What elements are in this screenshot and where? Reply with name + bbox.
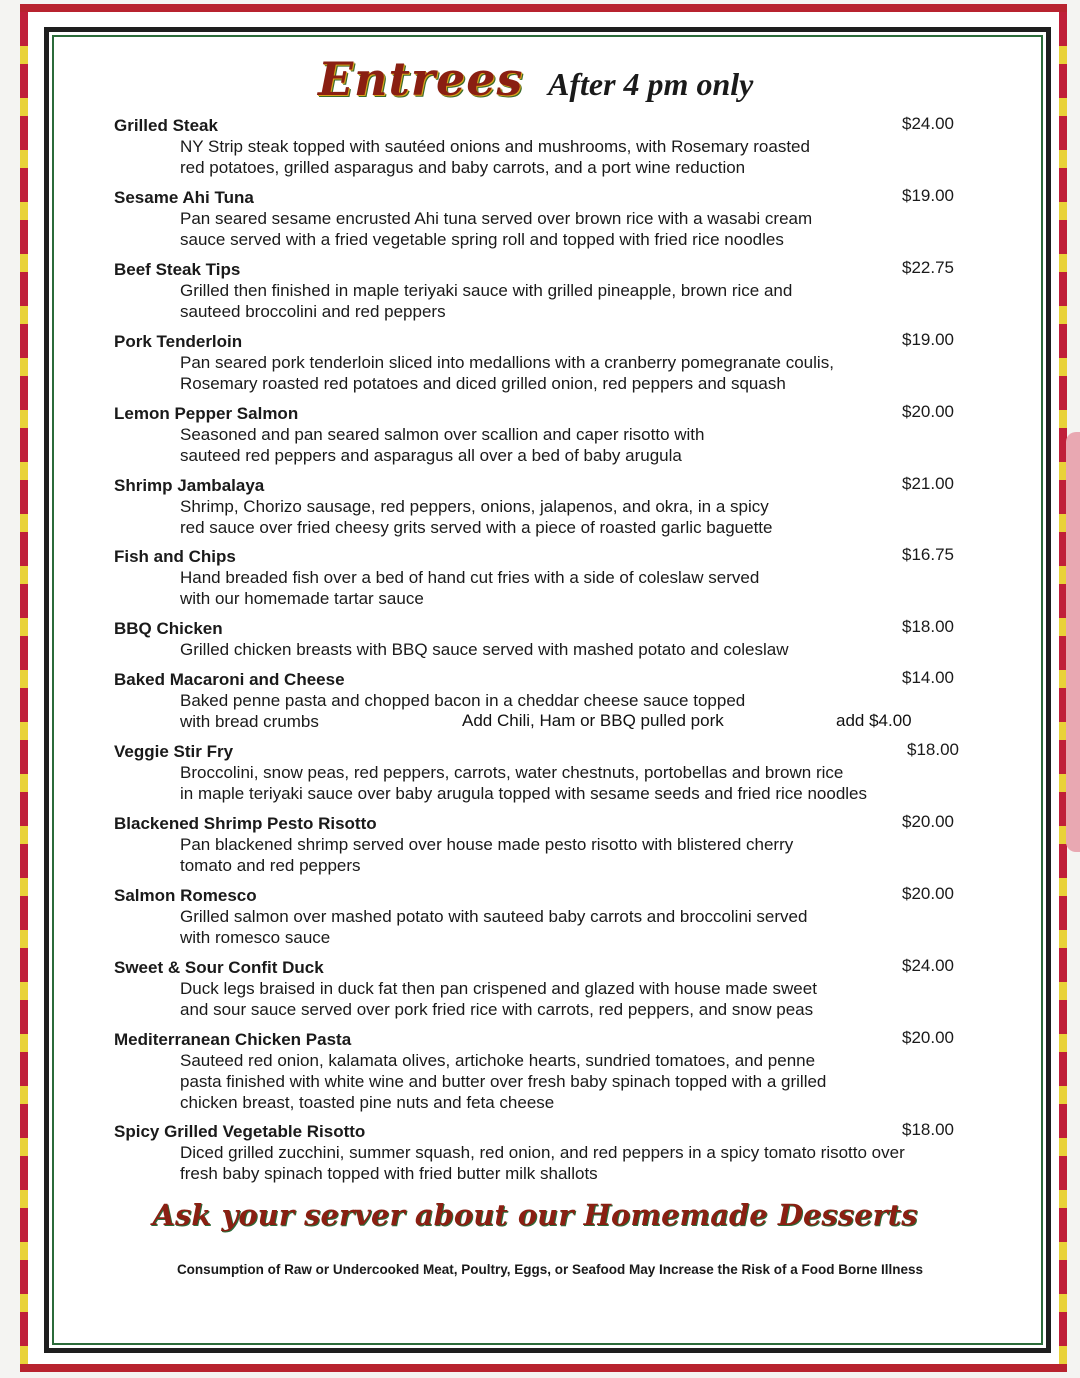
item-price: $18.00 (907, 740, 959, 759)
item-price: $14.00 (902, 668, 954, 687)
description-line: Baked penne pasta and chopped bacon in a cheddar cheese sauce topped (180, 691, 746, 710)
description-line: with romesco sauce (180, 928, 331, 947)
item-description (180, 978, 960, 1020)
description-line: red sauce over fried cheesy grits served with a piece of roasted garlic baguette (180, 518, 773, 537)
menu-header (0, 52, 1080, 112)
description-line: sauteed broccolini and red peppers (180, 302, 446, 321)
item-price: $21.00 (902, 474, 954, 493)
item-name: Mediterranean Chicken Pasta (114, 1030, 352, 1049)
item-price: $20.00 (902, 402, 954, 421)
description-line: fresh baby spinach topped with fried butter milk shallots (180, 1164, 598, 1183)
item-description (180, 1142, 960, 1184)
menu-title: Entrees (318, 52, 524, 106)
menu-subtitle: After 4 pm only (548, 66, 754, 102)
item-name: BBQ Chicken (114, 619, 223, 638)
item-addon: Add Chili, Ham or BBQ pulled pork (462, 711, 724, 730)
item-price: $19.00 (902, 186, 954, 205)
description-line: Shrimp, Chorizo sausage, red peppers, onions, jalapenos, and okra, in a spicy (180, 497, 769, 516)
description-line: tomato and red peppers (180, 856, 361, 875)
item-name: Sweet & Sour Confit Duck (114, 958, 324, 977)
description-line: Pan blackened shrimp served over house made pesto risotto with blistered cherry (180, 835, 794, 854)
description-line: sauce served with a fried vegetable spring roll and topped with fried rice noodles (180, 230, 784, 249)
item-name: Lemon Pepper Salmon (114, 404, 299, 423)
item-description (180, 424, 960, 466)
description-line: Broccolini, snow peas, red peppers, carrots, water chestnuts, portobellas and brown rice (180, 763, 844, 782)
item-description (180, 906, 960, 948)
item-name: Veggie Stir Fry (114, 742, 234, 761)
item-description (180, 639, 960, 660)
description-line: Pan seared sesame encrusted Ahi tuna served over brown rice with a wasabi cream (180, 209, 813, 228)
description-line: Grilled chicken breasts with BBQ sauce served with mashed potato and coleslaw (180, 640, 789, 659)
item-name: Shrimp Jambalaya (114, 476, 265, 495)
item-name: Blackened Shrimp Pesto Risotto (114, 814, 377, 833)
item-name: Beef Steak Tips (114, 260, 241, 279)
desserts-note: Ask your server about our Homemade Desserts (152, 1198, 918, 1232)
description-line: Grilled then finished in maple teriyaki sauce with grilled pineapple, brown rice and (180, 281, 793, 300)
item-price: $22.75 (902, 258, 954, 277)
item-price: $18.00 (902, 617, 954, 636)
description-line: Hand breaded fish over a bed of hand cut fries with a side of coleslaw served (180, 568, 760, 587)
description-line: Diced grilled zucchini, summer squash, red onion, and red peppers in a spicy tomato risotto over (180, 1143, 905, 1162)
item-price: $20.00 (902, 1028, 954, 1047)
description-line: sauteed red peppers and asparagus all over a bed of baby arugula (180, 446, 682, 465)
description-line: Rosemary roasted red potatoes and diced grilled onion, red peppers and squash (180, 374, 786, 393)
item-description (180, 136, 960, 178)
description-line: Grilled salmon over mashed potato with sauteed baby carrots and broccolini served (180, 907, 808, 926)
item-description (180, 1050, 960, 1113)
item-name: Spicy Grilled Vegetable Risotto (114, 1122, 366, 1141)
item-description (180, 280, 960, 322)
item-description (180, 762, 960, 804)
description-line: with bread crumbs (180, 712, 319, 731)
description-line: Sauteed red onion, kalamata olives, artichoke hearts, sundried tomatoes, and penne (180, 1051, 816, 1070)
description-line: in maple teriyaki sauce over baby arugula topped with sesame seeds and fried rice noodles (180, 784, 868, 803)
item-price: $24.00 (902, 114, 954, 133)
description-line: and sour sauce served over pork fried rice with carrots, red peppers, and snow peas (180, 1000, 814, 1019)
item-addon-price: add $4.00 (836, 711, 912, 730)
item-price: $20.00 (902, 812, 954, 831)
description-line: with our homemade tartar sauce (180, 589, 424, 608)
item-name: Sesame Ahi Tuna (114, 188, 254, 207)
item-price: $19.00 (902, 330, 954, 349)
item-description (180, 352, 960, 394)
description-line: red potatoes, grilled asparagus and baby carrots, and a port wine reduction (180, 158, 746, 177)
description-line: chicken breast, toasted pine nuts and feta cheese (180, 1093, 555, 1112)
border-stripe-left (20, 12, 28, 1364)
item-description (180, 567, 960, 609)
item-price: $20.00 (902, 884, 954, 903)
item-price: $18.00 (902, 1120, 954, 1139)
item-description (180, 496, 960, 538)
item-description (180, 208, 960, 250)
description-line: Duck legs braised in duck fat then pan crispened and glazed with house made sweet (180, 979, 817, 998)
item-price: $16.75 (902, 545, 954, 564)
description-line: Seasoned and pan seared salmon over scallion and caper risotto with (180, 425, 705, 444)
item-name: Pork Tenderloin (114, 332, 243, 351)
item-name: Grilled Steak (114, 116, 218, 135)
item-name: Fish and Chips (114, 547, 236, 566)
food-safety-warning: Consumption of Raw or Undercooked Meat, Poultry, Eggs, or Seafood May Increase the Risk of a Food Borne Illness (176, 1262, 924, 1277)
item-price: $24.00 (902, 956, 954, 975)
item-name: Baked Macaroni and Cheese (114, 670, 345, 689)
item-description (180, 834, 960, 876)
description-line: pasta finished with white wine and butter over fresh baby spinach topped with a grilled (180, 1072, 827, 1091)
scroll-edge-tab (1066, 432, 1080, 852)
description-line: Pan seared pork tenderloin sliced into medallions with a cranberry pomegranate coulis, (180, 353, 834, 372)
item-name: Salmon Romesco (114, 886, 257, 905)
description-line: NY Strip steak topped with sautéed onions and mushrooms, with Rosemary roasted (180, 137, 810, 156)
